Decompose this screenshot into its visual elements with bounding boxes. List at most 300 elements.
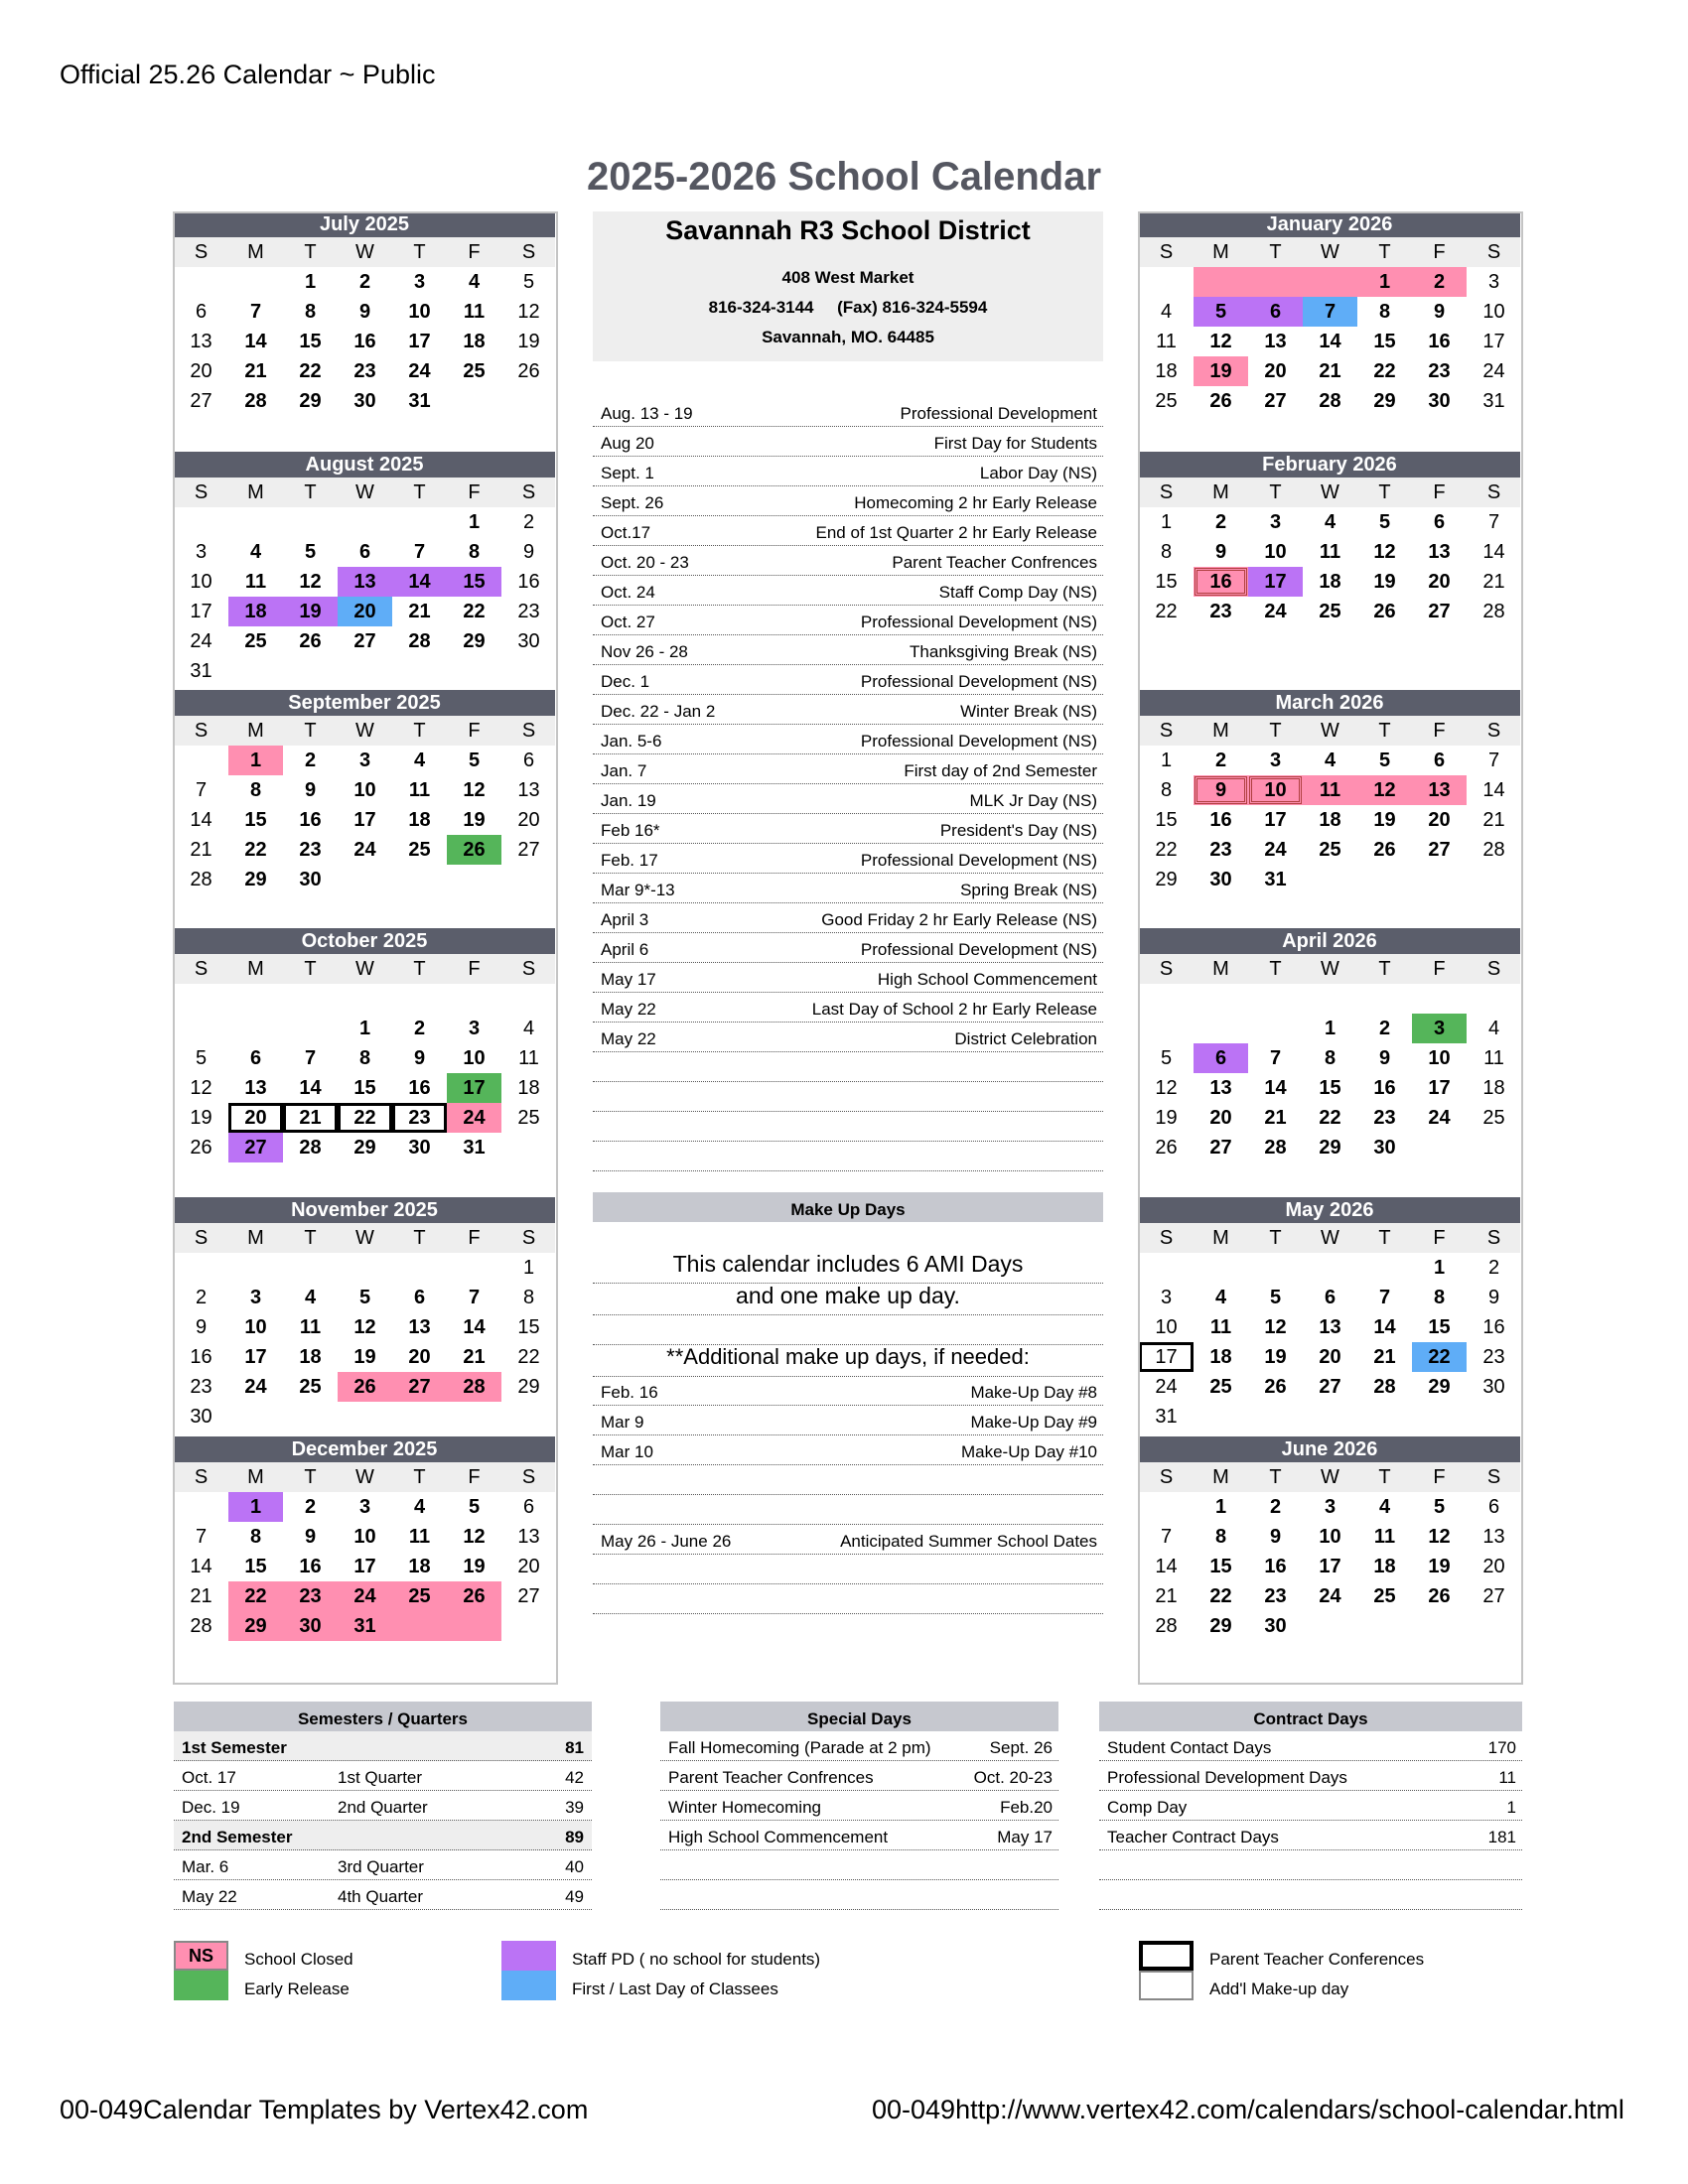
legend-staff-pd: Staff PD ( no school for students) (572, 1950, 821, 1969)
day-cell: 8 (358, 1047, 371, 1069)
day-cell: 22 (1209, 1585, 1232, 1607)
event-row (593, 903, 1103, 933)
day-cell: 14 (1155, 1556, 1178, 1577)
legend-blue-swatch (501, 1971, 556, 2000)
month-title: November 2025 (174, 1197, 555, 1223)
day-cell: 23 (283, 1581, 338, 1611)
day-cell: 23 (1373, 1107, 1396, 1129)
event-description: First day of 2nd Semester (904, 761, 1097, 780)
district-name: Savannah R3 School District (665, 215, 1031, 245)
legend-first-last: First / Last Day of Classees (572, 1979, 778, 1998)
day-cell: 4 (413, 1496, 426, 1518)
day-cell: 5 (1433, 1496, 1446, 1518)
day-cell: 11 (408, 779, 431, 801)
day-cell: 29 (1373, 390, 1396, 412)
day-cell: 24 (1428, 1107, 1451, 1129)
day-cell: 12 (1357, 775, 1412, 805)
weekday-label: F (468, 720, 481, 742)
semester-label: 2nd Semester (182, 1828, 293, 1846)
calendar-title: 2025-2026 School Calendar (586, 155, 1102, 199)
weekday-label: T (413, 1227, 426, 1249)
day-cell: 8 (522, 1287, 535, 1308)
day-cell: 18 (1373, 1556, 1396, 1577)
day-cell: 8 (468, 541, 481, 563)
day-cell: 17 (447, 1073, 501, 1103)
weekday-label: F (1433, 481, 1446, 503)
day-cell: 3 (1269, 511, 1282, 533)
semesters-header: Semesters / Quarters (174, 1702, 592, 1731)
makeup-row (593, 1435, 1103, 1465)
day-cell: 5 (468, 750, 481, 771)
day-cell: 22 (1373, 360, 1396, 382)
weekday-label: S (1486, 1227, 1501, 1249)
day-cell: 30 (353, 390, 376, 412)
weekday-label: S (1486, 1466, 1501, 1488)
event-row (593, 874, 1103, 903)
event-row (593, 427, 1103, 457)
day-cell: 11 (463, 301, 486, 323)
day-cell: 23 (1264, 1585, 1287, 1607)
day-count: 81 (565, 1738, 584, 1757)
day-cell: 8 (249, 779, 262, 801)
day-cell: 1 (1160, 750, 1173, 771)
weekday-label: T (304, 1227, 317, 1249)
day-cell: 11 (299, 1316, 322, 1338)
event-row (593, 486, 1103, 516)
semester-row (174, 1761, 592, 1791)
day-cell: 2 (1214, 511, 1227, 533)
event-date: May 17 (601, 970, 656, 989)
makeup-row (593, 1376, 1103, 1406)
event-description: Professional Development (900, 404, 1097, 423)
event-date: Feb 16* (601, 821, 660, 840)
day-cell: 22 (463, 601, 486, 622)
weekday-label: S (1159, 241, 1174, 263)
day-cell: 19 (190, 1107, 212, 1129)
day-cell: 19 (283, 597, 338, 626)
day-cell: 20 (1428, 809, 1451, 831)
day-cell: 15 (244, 809, 267, 831)
day-cell: 3 (1160, 1287, 1173, 1308)
day-cell: 15 (244, 1556, 267, 1577)
day-cell: 29 (1209, 1615, 1232, 1637)
day-cell: 4 (304, 1287, 317, 1308)
day-cell: 3 (413, 271, 426, 293)
weekday-label: M (1212, 958, 1229, 980)
day-cell: 10 (353, 779, 376, 801)
day-cell: 25 (299, 1376, 322, 1398)
day-cell: 26 (1155, 1137, 1178, 1159)
day-cell: 10 (408, 301, 431, 323)
day-cell: 13 (244, 1077, 267, 1099)
day-cell: 1 (228, 746, 283, 775)
weekday-label: T (1378, 720, 1391, 742)
day-cell: 18 (408, 1556, 431, 1577)
day-cell: 16 (190, 1346, 212, 1368)
day-cell: 17 (408, 331, 431, 352)
event-date: May 22 (601, 1000, 656, 1019)
day-cell: 18 (408, 809, 431, 831)
day-cell: 27 (1428, 601, 1451, 622)
weekday-label: T (413, 958, 426, 980)
day-cell: 21 (1155, 1585, 1178, 1607)
day-cell: 2 (304, 750, 317, 771)
day-count: 49 (565, 1887, 584, 1906)
day-cell: 8 (249, 1526, 262, 1548)
day-cell: 1 (228, 1492, 283, 1522)
day-cell: 28 (190, 869, 212, 890)
day-cell: 21 (283, 1103, 338, 1133)
day-cell: 2 (1269, 1496, 1282, 1518)
footer-right: 00-049http://www.vertex42.com/calendars/school-calendar.html (872, 2095, 1624, 2124)
day-cell: 5 (1378, 511, 1391, 533)
event-date: Aug 20 (601, 434, 654, 453)
special-days-row (660, 1850, 1058, 1880)
day-cell: 16 (299, 809, 322, 831)
event-date: Jan. 7 (601, 761, 647, 780)
day-cell: 14 (1319, 331, 1341, 352)
special-days-row (660, 1761, 1058, 1791)
day-cell: 2 (522, 511, 535, 533)
day-cell: 9 (304, 1526, 317, 1548)
day-cell: 16 (408, 1077, 431, 1099)
semester-label: May 22 (182, 1887, 237, 1906)
day-cell: 10 (1428, 1047, 1451, 1069)
day-cell: 29 (1428, 1376, 1451, 1398)
makeup-row (593, 1465, 1103, 1495)
day-cell: 18 (1319, 571, 1341, 593)
day-cell: 6 (249, 1047, 262, 1069)
semester-label: Mar. 6 (182, 1857, 229, 1876)
day-cell: 6 (358, 541, 371, 563)
event-description: Homecoming 2 hr Early Release (854, 493, 1097, 512)
day-cell: 18 (1482, 1077, 1505, 1099)
day-cell: 1 (1160, 511, 1173, 533)
day-cell: 9 (1214, 541, 1227, 563)
day-cell: 28 (1264, 1137, 1287, 1159)
day-cell: 12 (463, 779, 486, 801)
makeup-note-2: and one make up day. (593, 1283, 1103, 1315)
day-cell: 11 (1483, 1047, 1504, 1069)
day-cell: 9 (304, 779, 317, 801)
day-cell: 6 (1433, 511, 1446, 533)
day-cell: 6 (1433, 750, 1446, 771)
event-description: Labor Day (NS) (979, 464, 1097, 482)
day-cell: 22 (1155, 839, 1178, 861)
day-cell: 21 (190, 839, 212, 861)
quarter-label: 4th Quarter (338, 1887, 423, 1906)
weekday-label: S (1486, 720, 1501, 742)
day-cell: 25 (1155, 390, 1178, 412)
calendar-column-frame (173, 211, 558, 1685)
event-date: Sept. 26 (601, 493, 664, 512)
weekday-label: S (1486, 241, 1501, 263)
day-cell: 21 (1482, 809, 1505, 831)
weekday-label: S (1159, 1466, 1174, 1488)
row-value: May 17 (997, 1828, 1053, 1846)
day-cell: 7 (468, 1287, 481, 1308)
day-cell: 25 (392, 1581, 447, 1611)
special-days-row (660, 1880, 1058, 1910)
day-cell: 28 (1155, 1615, 1178, 1637)
day-cell: 4 (1160, 301, 1173, 323)
weekday-label: S (1159, 958, 1174, 980)
weekday-label: T (1269, 958, 1282, 980)
event-date: Aug. 13 - 19 (601, 404, 693, 423)
makeup-description: Make-Up Day #10 (960, 1442, 1097, 1461)
day-cell: 8 (1378, 301, 1391, 323)
semester-row (174, 1791, 592, 1821)
day-cell: 31 (463, 1137, 486, 1159)
day-cell: 15 (1209, 1556, 1232, 1577)
event-row (593, 993, 1103, 1023)
day-cell: 30 (190, 1406, 212, 1428)
day-cell: 29 (1319, 1137, 1341, 1159)
day-cell: 26 (517, 360, 540, 382)
day-cell: 4 (413, 750, 426, 771)
weekday-label: S (194, 1466, 209, 1488)
day-cell: 10 (1248, 775, 1303, 805)
day-cell: 20 (517, 1556, 540, 1577)
event-date: Oct.17 (601, 523, 651, 542)
day-cell: 20 (190, 360, 212, 382)
makeup-note-spacer (593, 1314, 1103, 1345)
district-address: 408 West Market (781, 268, 914, 287)
day-cell: 26 (299, 630, 322, 652)
contract-days-row (1099, 1731, 1522, 1761)
day-cell: 16 (1428, 331, 1451, 352)
makeup-note-3: **Additional make up days, if needed: (593, 1344, 1103, 1377)
calendar-column-frame (1138, 211, 1523, 1685)
contract-days-row (1099, 1761, 1522, 1791)
event-date: Oct. 24 (601, 583, 655, 602)
day-cell: 4 (1378, 1496, 1391, 1518)
event-description: MLK Jr Day (NS) (969, 791, 1097, 810)
day-cell: 22 (1412, 1342, 1467, 1372)
day-cell: 14 (463, 1316, 486, 1338)
day-cell: 23 (353, 360, 376, 382)
semester-row (174, 1821, 592, 1850)
makeup-note-1: This calendar includes 6 AMI Days (593, 1251, 1103, 1284)
weekday-label: M (247, 1227, 264, 1249)
day-cell: 1 (1433, 1257, 1446, 1279)
contract-days-row (1099, 1791, 1522, 1821)
day-cell: 23 (1209, 839, 1232, 861)
day-cell: 15 (1373, 331, 1396, 352)
month-title: May 2026 (1139, 1197, 1520, 1223)
day-cell: 9 (522, 541, 535, 563)
day-cell: 3 (195, 541, 208, 563)
quarter-label: 3rd Quarter (338, 1857, 424, 1876)
day-cell: 23 (1482, 1346, 1505, 1368)
day-cell: 24 (1482, 360, 1505, 382)
weekday-label: S (194, 958, 209, 980)
day-cell: 16 (1264, 1556, 1287, 1577)
day-cell: 13 (517, 779, 540, 801)
row-label: Student Contact Days (1107, 1738, 1272, 1757)
day-cell: 25 (1373, 1585, 1396, 1607)
day-cell: 4 (468, 271, 481, 293)
day-cell: 3 (249, 1287, 262, 1308)
event-date: Dec. 22 - Jan 2 (601, 702, 716, 721)
day-cell: 20 (1209, 1107, 1232, 1129)
event-description: Professional Development (NS) (860, 732, 1097, 751)
day-cell: 24 (244, 1376, 267, 1398)
semester-label: Dec. 19 (182, 1798, 240, 1817)
weekday-label: F (468, 481, 481, 503)
weekday-label: M (247, 481, 264, 503)
month-title: February 2026 (1139, 452, 1520, 478)
day-cell: 22 (228, 1581, 283, 1611)
day-cell: 21 (1482, 571, 1505, 593)
day-cell: 24 (447, 1103, 501, 1133)
event-description: President's Day (NS) (939, 821, 1097, 840)
day-cell: 14 (190, 809, 212, 831)
day-cell: 24 (1264, 839, 1287, 861)
day-cell: 23 (1209, 601, 1232, 622)
day-cell: 10 (1155, 1316, 1178, 1338)
day-cell: 19 (1373, 571, 1396, 593)
day-cell: 12 (299, 571, 322, 593)
event-description: Professional Development (NS) (860, 613, 1097, 631)
weekday-label: S (194, 481, 209, 503)
day-cell: 3 (468, 1018, 481, 1039)
weekday-label: F (468, 1227, 481, 1249)
day-cell: 18 (1209, 1346, 1232, 1368)
weekday-label: S (1159, 481, 1174, 503)
day-cell: 27 (392, 1372, 447, 1402)
event-date: Feb. 17 (601, 851, 658, 870)
day-cell: 16 (517, 571, 540, 593)
day-cell: 7 (195, 779, 208, 801)
day-cell: 29 (353, 1137, 376, 1159)
weekday-label: T (413, 1466, 426, 1488)
day-cell: 16 (1194, 567, 1248, 597)
day-cell: 28 (447, 1372, 501, 1402)
weekday-label: M (247, 958, 264, 980)
day-cell: 10 (190, 571, 212, 593)
event-row (593, 725, 1103, 754)
weekday-label: M (1212, 481, 1229, 503)
day-cell: 26 (1373, 601, 1396, 622)
day-cell: 31 (338, 1611, 392, 1641)
weekday-label: T (304, 481, 317, 503)
day-cell: 5 (1269, 1287, 1282, 1308)
day-cell: 17 (353, 809, 376, 831)
weekday-label: W (355, 481, 374, 503)
weekday-label: S (1486, 481, 1501, 503)
day-cell: 17 (1428, 1077, 1451, 1099)
day-cell: 29 (463, 630, 486, 652)
day-cell: 14 (1264, 1077, 1287, 1099)
row-value: Sept. 26 (989, 1738, 1053, 1757)
weekday-label: S (1159, 1227, 1174, 1249)
event-row (593, 814, 1103, 844)
row-label: Comp Day (1107, 1798, 1188, 1817)
day-cell: 19 (1194, 356, 1248, 386)
weekday-label: S (1486, 958, 1501, 980)
day-cell: 12 (1155, 1077, 1178, 1099)
row-value: 1 (1506, 1798, 1516, 1817)
weekday-label: T (1269, 720, 1282, 742)
legend-makeup-swatch (1139, 1971, 1194, 2000)
weekday-label: T (1269, 481, 1282, 503)
day-cell: 27 (353, 630, 376, 652)
weekday-label: W (1321, 720, 1339, 742)
day-cell: 4 (249, 541, 262, 563)
day-count: 40 (565, 1857, 584, 1876)
day-cell: 18 (228, 597, 283, 626)
day-cell: 5 (1160, 1047, 1173, 1069)
row-value: Oct. 20-23 (973, 1768, 1053, 1787)
row-value: Feb.20 (1000, 1798, 1053, 1817)
day-cell: 14 (299, 1077, 322, 1099)
day-cell: 22 (299, 360, 322, 382)
day-cell: 30 (1482, 1376, 1505, 1398)
makeup-date: Feb. 16 (601, 1383, 658, 1402)
day-cell: 29 (299, 390, 322, 412)
event-row (593, 933, 1103, 963)
day-cell: 21 (1264, 1107, 1287, 1129)
day-cell: 2 (195, 1287, 208, 1308)
day-cell: 16 (1209, 809, 1232, 831)
day-cell: 4 (1487, 1018, 1500, 1039)
weekday-label: T (413, 241, 426, 263)
day-cell: 17 (1264, 809, 1287, 831)
day-cell: 28 (408, 630, 431, 652)
day-cell: 27 (517, 839, 540, 861)
day-cell: 28 (1482, 601, 1505, 622)
event-row (593, 784, 1103, 814)
day-cell: 6 (1248, 297, 1303, 327)
event-description: District Celebration (954, 1029, 1097, 1048)
day-cell: 19 (463, 1556, 486, 1577)
weekday-label: T (304, 1466, 317, 1488)
day-cell: 16 (299, 1556, 322, 1577)
weekday-label: W (1321, 1466, 1339, 1488)
day-cell: 6 (1487, 1496, 1500, 1518)
event-description: End of 1st Quarter 2 hr Early Release (815, 523, 1097, 542)
day-cell: 26 (1209, 390, 1232, 412)
day-cell: 26 (1428, 1585, 1451, 1607)
day-cell: 5 (358, 1287, 371, 1308)
day-cell: 25 (408, 839, 431, 861)
day-cell: 24 (190, 630, 212, 652)
day-cell: 8 (1324, 1047, 1336, 1069)
day-cell: 23 (392, 1103, 447, 1133)
month-title: December 2025 (174, 1436, 555, 1462)
event-row (593, 1142, 1103, 1171)
day-cell: 24 (1155, 1376, 1178, 1398)
day-cell: 3 (1269, 750, 1282, 771)
legend-ptc: Parent Teacher Conferences (1209, 1950, 1425, 1969)
row-label: Parent Teacher Confrences (668, 1768, 874, 1787)
event-row (593, 665, 1103, 695)
day-cell: 19 (1264, 1346, 1287, 1368)
contract-days-row (1099, 1821, 1522, 1850)
day-cell: 29 (228, 1611, 283, 1641)
makeup-date: May 26 - June 26 (601, 1532, 732, 1551)
day-cell: 14 (244, 331, 267, 352)
day-cell: 17 (1248, 567, 1303, 597)
day-cell: 19 (1155, 1107, 1178, 1129)
day-cell: 16 (353, 331, 376, 352)
event-description: Professional Development (NS) (860, 672, 1097, 691)
day-cell: 26 (190, 1137, 212, 1159)
weekday-label: M (247, 241, 264, 263)
weekday-label: S (521, 1227, 536, 1249)
day-cell: 25 (517, 1107, 540, 1129)
